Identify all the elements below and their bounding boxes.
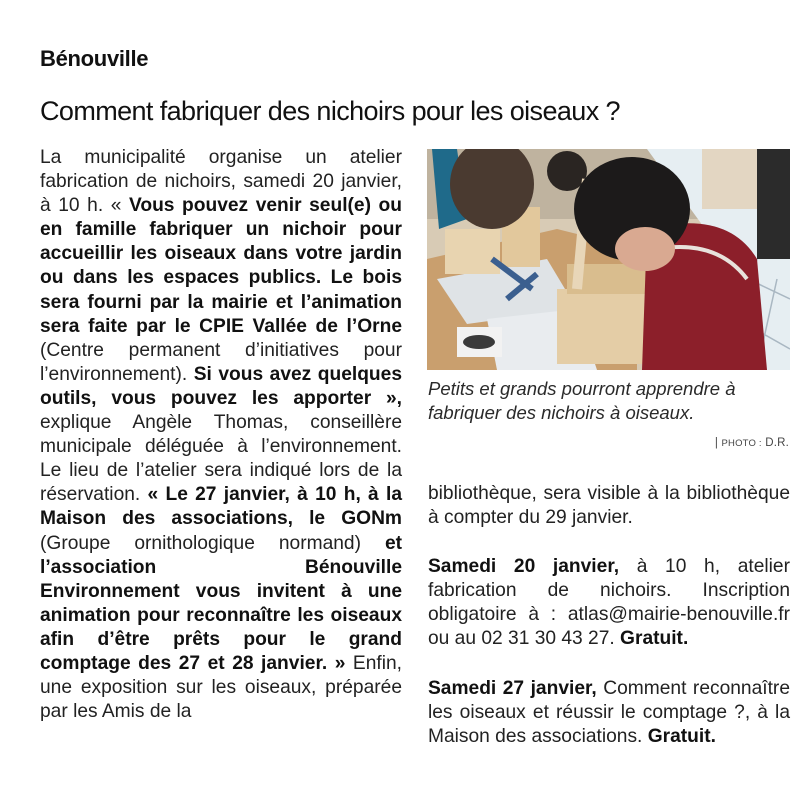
event-listing: [428, 555, 790, 651]
event-date: Samedi 27 janvier,: [428, 677, 597, 699]
quote-text: Si vous avez quelques outils, vous pouvez les apporter »,: [40, 363, 402, 409]
event-date: Samedi 20 janvier,: [428, 556, 620, 578]
body-text-continued: Enfin, une exposition sur les oiseaux, préparée par les Amis de la: [40, 652, 402, 723]
article-paragraph: [40, 146, 402, 724]
event-listing: [428, 677, 790, 749]
article-locality: Bénouville: [40, 46, 149, 71]
body-text: (Groupe ornithologique normand): [40, 532, 385, 554]
credit-separator: |: [714, 437, 722, 449]
quote-text: « Le 27 janvier, à 10 h, à la Maison des associations, le GONm: [40, 484, 402, 530]
article-photo: [427, 149, 790, 370]
event-description: à 10 h, atelier fabrication de nichoirs. Inscription obligatoire à : atlas@mairie-benouville.fr ou au 02 31 30 43 27.: [428, 556, 790, 650]
credit-label: PHOTO :: [721, 438, 762, 449]
body-text: La municipalité organise un atelier fabrication de nichoirs, samedi 20 janvier, à 10 h. «: [40, 147, 402, 217]
quote-text: et l’association Bénouville Environnement vous invitent à une animation pour reconnaître les oiseaux afin d’être prêts pour le grand comptage des 27 et 28 janvier. »: [40, 532, 402, 674]
credit-value: D.R.: [765, 437, 789, 449]
event-description: Comment reconnaître les oiseaux et réussir le comptage ?, à la Maison des associations.: [428, 677, 790, 747]
quote-text: Vous pouvez venir seul(e) ou en famille fabriquer un nichoir pour accueillir les oiseaux dans votre jardin ou dans les espaces publics. Le bois sera fourni par la mairie et l’animation sera faite par le CPIE Vallée de l’Orne: [40, 195, 402, 337]
body-text: (Centre permanent d’initiatives pour l’environnement).: [40, 339, 402, 385]
event-price: Gratuit.: [647, 725, 716, 747]
article-body-column-2: [428, 482, 790, 774]
body-text: explique Angèle Thomas, conseillère municipale déléguée à l’environnement. Le lieu de l’atelier sera indiqué lors de la réservation.: [40, 412, 402, 506]
article-body-column-1: [40, 146, 402, 724]
event-price: Gratuit.: [620, 628, 689, 650]
photo-illustration: [427, 149, 790, 370]
photo-caption: Petits et grands pourront apprendre à fabriquer des nichoirs à oiseaux.: [428, 378, 736, 423]
article-headline: Comment fabriquer des nichoirs pour les oiseaux ?: [40, 96, 620, 126]
article-paragraph-continued: bibliothèque, sera visible à la bibliothèque à compter du 29 janvier.: [428, 483, 790, 529]
photo-credit: [715, 437, 789, 449]
